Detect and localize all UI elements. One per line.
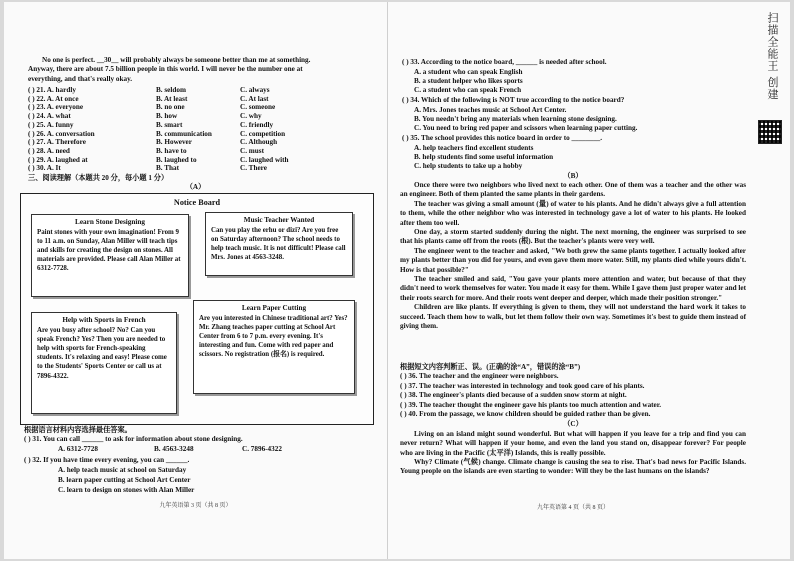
option-c: C. There [240,164,267,173]
card-title: Music Teacher Wanted [243,216,315,224]
section-3-heading: 三、阅读理解（本题共 20 分，每小题 1 分） [28,174,169,182]
tf-question: ( ) 39. The teacher thought the engineer gave his plants too much attention and water. [400,400,662,409]
option-q: ( ) 27. A. Therefore [28,138,86,147]
q35-option: B. help students find some useful information [414,153,554,161]
option-q: ( ) 21. A. hardly [28,86,76,94]
q31-option-c: C. 7896-4322 [242,445,282,453]
option-c: C. Although [240,138,278,147]
option-q: ( ) 22. A. At once [28,94,79,103]
intro-line: Anyway, there are about 7.5 billion people in this world. I will never be the number one at [28,65,303,74]
passage-b [400,181,746,332]
cloze-intro [28,56,378,84]
tf-question: ( ) 37. The teacher was interested in technology and took good care of his plants. [400,381,645,390]
q31-option-b: B. 4563-3248 [154,445,194,453]
q33-option: C. a student who can speak French [414,86,522,94]
option-b: B. seldom [156,86,186,94]
page-footer: 九年英语第 4 页（共 8 页） [536,505,609,511]
card-title: Learn Paper Cutting [241,304,307,312]
page-footer: 九年英语第 3 页（共 8 页） [159,503,232,509]
q33-option: B. a student helper who likes sports [414,77,523,85]
card-sports-french [31,312,177,414]
q34-option: C. You need to bring red paper and scissors when learning paper cutting. [414,124,638,132]
q32-option: C. learn to design on stones with Alan Miller [58,486,195,494]
q35-option: C. help students to take up a hobby [414,162,523,170]
passage-paragraph: Once there were two neighbors who lived next to each other. One of them was a teacher and the other was an engineer. Both of them planted the same plants in their gardens. [400,181,746,199]
passage-paragraph: Living on an island might sound wonderful. But what will happen if you leave for a trip and find you can never return? What will happen if your home, and even the land you stand on, disappear forever? For people who are living in the Pacific (太平洋) Islands, this is really possible. [400,429,746,457]
option-c: C. friendly [240,120,274,129]
q34-option: A. Mrs. Jones teaches music at School Art Center. [414,106,567,114]
part-c-label: （C） [563,420,583,429]
option-q: ( ) 26. A. conversation [28,129,95,138]
question-35: ( ) 35. The school provides this notice board in order to ________. [402,134,603,142]
passage-paragraph: The teacher smiled and said, "You gave your plants more attention and water, but because of that they didn't need to work themselves for water. You made it easy for them. While I gave them just proper water and let their roots search for more. And their roots went deeper and deeper, which made their position stronger." [400,275,746,302]
card-title: Help with Sports in French [62,316,146,324]
tf-instruction: 根据短文内容判断正、误。(正确的涂“A”，错误的涂“B”) [400,363,581,371]
question-31: ( ) 31. You can call ______ to ask for information about stone designing. [24,435,243,443]
notice-board-title: Notice Board [173,198,221,207]
option-b: B. That [156,164,180,173]
option-b: B. have to [156,146,187,155]
q32-option: A. help teach music at school on Saturday [58,466,187,474]
option-q: ( ) 28. A. need [28,146,70,155]
option-c: C. laughed with [240,155,289,164]
option-q: ( ) 30. A. It [28,164,61,173]
option-c: C. always [240,86,270,94]
card-title: Learn Stone Designing [75,218,145,226]
option-q: ( ) 25. A. funny [28,120,74,129]
option-c: C. must [240,146,264,155]
option-b: B. no one [156,103,185,112]
tf-section [400,363,746,477]
q34-option: B. You needn't bring any materials when learning stone designing. [414,115,617,123]
question-32: ( ) 32. If you have time every evening, you can ______. [24,456,190,464]
option-b: B. However [156,138,192,147]
option-b: B. laughed to [156,155,197,164]
card-body: Can you play the erhu or dizi? Are you free on Saturday afternoon? The school needs to help teach music. It is not difficult! Please call Mrs. Jones at 4563-3248. [211,227,346,262]
intro-line: everything, and that's really okay. [28,74,133,83]
q31-option-a: A. 6312-7728 [58,445,98,453]
card-body: Are you interested in Chinese traditional art? Yes? Mr. Zhang teaches paper cutting at School Art Center from 6 to 7 p.m. every evening. It's interesting and fun. Come with red paper and scissors. No registration (报名) is required. [199,315,348,359]
q33-option: A. a student who can speak English [414,68,523,76]
scanner-watermark: 扫描全能王 创建 [766,12,779,101]
option-b: B. how [156,112,178,121]
card-music-teacher [205,212,353,276]
tf-question: ( ) 38. The engineer's plants died because of a sudden snow storm at night. [400,391,627,400]
reading-instruction: 根据语言材料内容选择最佳答案。 [24,426,132,434]
part-b-label: （B） [563,172,583,180]
passage-paragraph: Why? Climate (气候) change. Climate change is causing the sea to rise. That's bad news for Pacific Islands. Young people on the islands are even starting to wonder: Will they be the last humans on the islands? [400,458,746,476]
option-b: B. communication [156,129,212,138]
notice-board [20,193,374,425]
q32-option: B. learn paper cutting at School Art Center [58,476,191,484]
passage-paragraph: One day, a storm started suddenly during the night. The next morning, the engineer was surprised to see that his plants came off from the roots (根). But the teacher's plants were very well. [400,228,746,246]
card-body: Paint stones with your own imagination! From 9 to 11 a.m. on Sunday, Alan Miller will teach tips and skills for creating the design on stones. All materials are provided. Please call Alan Miller at 6312-7728. [37,229,181,273]
passage-paragraph: The engineer went to the teacher and asked, "We both grew the same plants together. I actually looked after my plants better than you did for yours, and even gave them more water. Still, my plants died while yours didn't. How is that possible?" [400,246,746,274]
intro-line: No one is perfect. __30__ will probably always be someone better than me at something. [42,56,311,64]
option-b: B. At least [156,94,188,103]
card-paper-cutting [193,300,355,394]
tf-question: ( ) 40. From the passage, we know children should be guided rather than be given. [400,410,651,419]
option-c: C. At last [240,94,269,103]
tf-question: ( ) 36. The teacher and the engineer were neighbors. [400,372,559,381]
option-q: ( ) 23. A. everyone [28,103,84,112]
question-33: ( ) 33. According to the notice board, ______ is needed after school. [402,58,607,66]
question-34: ( ) 34. Which of the following is NOT true according to the notice board? [402,96,625,104]
page-4 [388,2,790,559]
option-b: B. smart [156,120,183,129]
passage-paragraph: The teacher was giving a small amount (量) of water to his plants. And he didn't always give a full attention to them, while the other neighbor who was interested in technology gave a lot of water to his plants. He looked after them too well. [400,199,746,227]
exam-sheet [4,2,790,559]
page-3 [4,2,388,559]
card-stone-designing [31,214,189,297]
option-c: C. competition [240,129,286,138]
card-body: Are you busy after school? No? Can you speak French? Yes? Then you are needed to help with sports for French-speaking students. It's relaxing and easy! Please come to the Students' Sports Center or call us at 7896-4322. [37,327,167,380]
qr-code-icon [758,120,782,144]
cloze-option-row [28,164,368,173]
option-c: C. why [240,112,262,121]
option-c: C. someone [240,103,276,112]
part-a-label: （A） [185,183,206,191]
option-q: ( ) 29. A. laughed at [28,155,88,164]
q35-option: A. help teachers find excellent students [414,144,534,152]
option-q: ( ) 24. A. what [28,112,71,121]
passage-paragraph: Children are like plants. If everything is given to them, they will not understand the hard work it takes to succeed. Teach them how to walk, but let them follow their own way. Sometimes it's best to guide them instead of giving them. [400,303,746,331]
